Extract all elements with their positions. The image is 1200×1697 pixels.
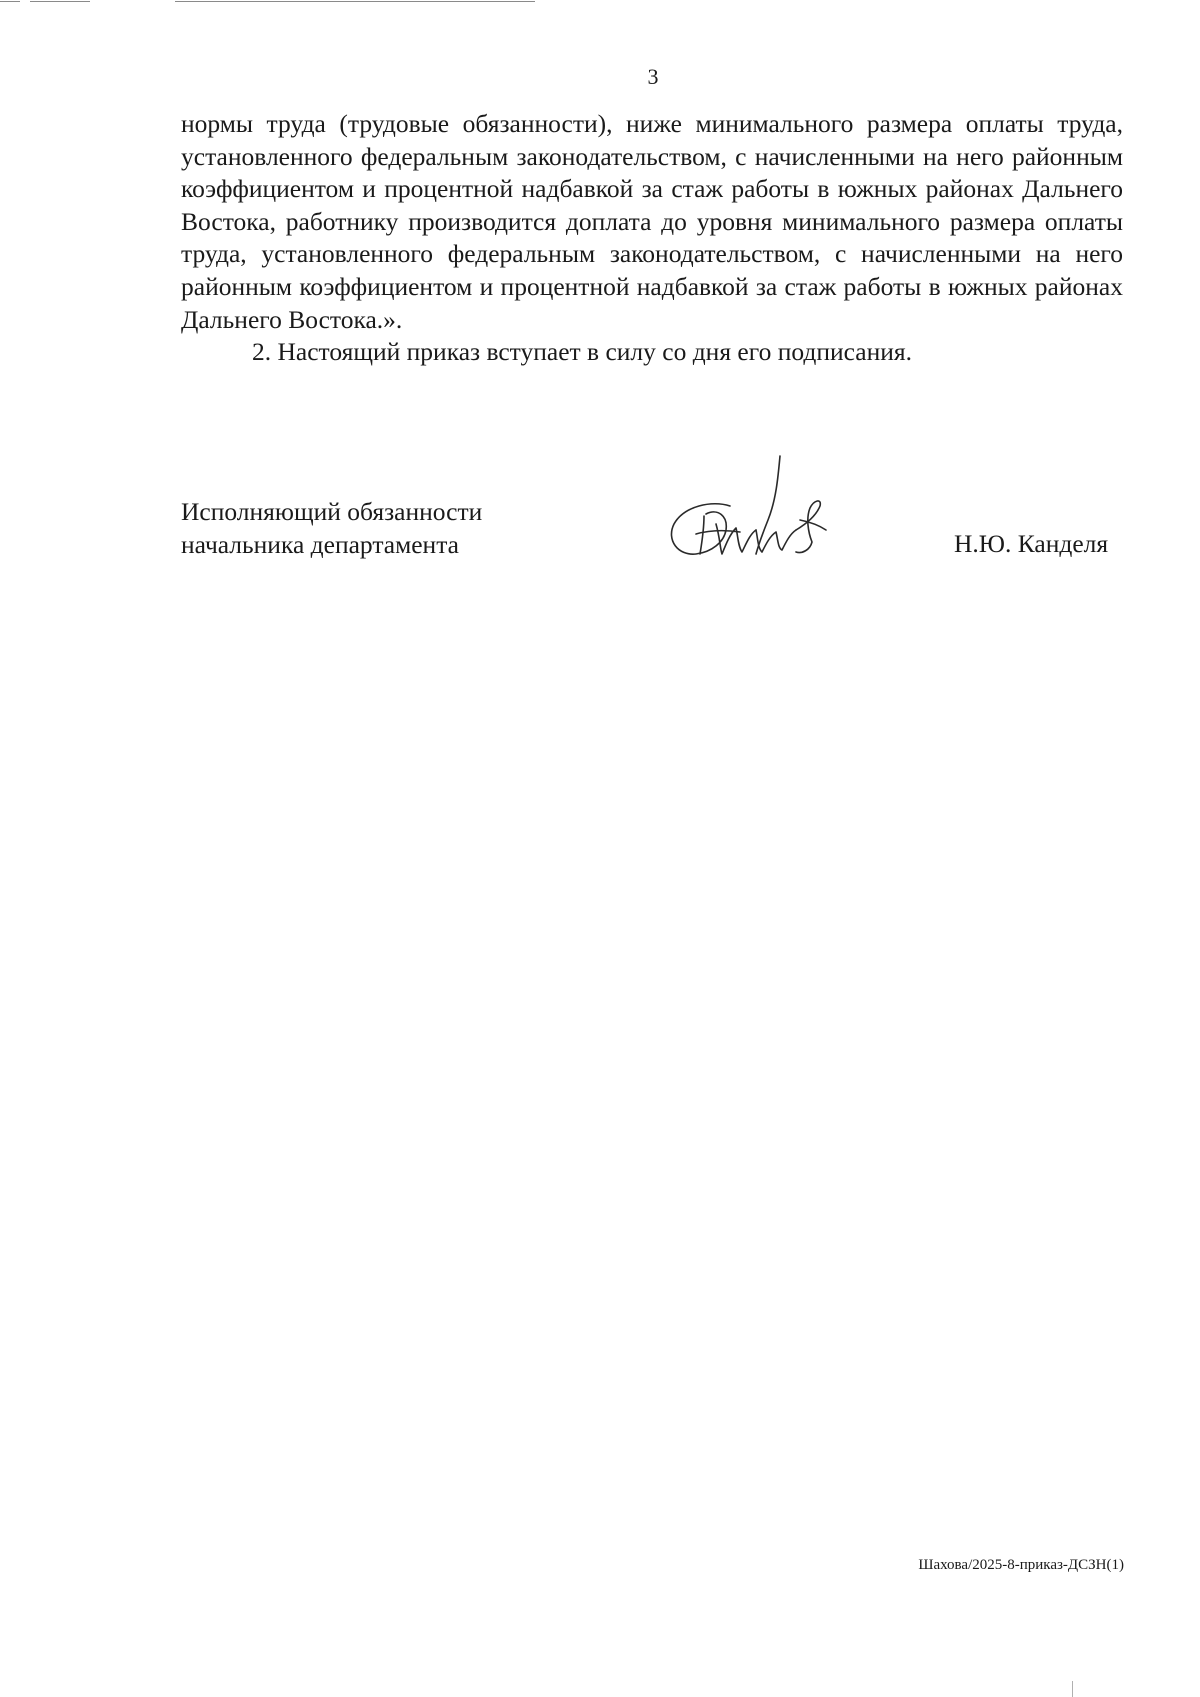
document-body [181, 108, 1123, 369]
document-code: Шахова/2025-8-приказ-ДСЗН(1) [918, 1557, 1124, 1573]
scan-edge-marks [0, 0, 540, 4]
item-2-paragraph: 2. Настоящий приказ вступает в силу со дня его подписания. [252, 337, 912, 367]
page-number: 3 [647, 64, 659, 89]
scan-edge-mark [1072, 1681, 1073, 1697]
signer-position-line-2: начальника департамента [181, 529, 459, 559]
signer-position [181, 496, 482, 561]
handwritten-signature [660, 450, 840, 570]
signer-position-line-1: Исполняющий обязанности [181, 497, 483, 526]
signer-name: Н.Ю. Канделя [954, 529, 1109, 558]
continuation-paragraph: нормы труда (трудовые обязанности), ниже минимального размера оплаты труда, установленного федеральным законодательством, с начисленными на него районным коэффициентом и процентной надбавкой за стаж работы в южных районах Дальнего Востока, работнику производится доплата до уровня минимального размера оплаты труда, установленного федеральным законодательством, с начисленными на него районным коэффициентом и процентной надбавкой за стаж работы в южных районах Дальнего Востока.». [181, 109, 1123, 334]
